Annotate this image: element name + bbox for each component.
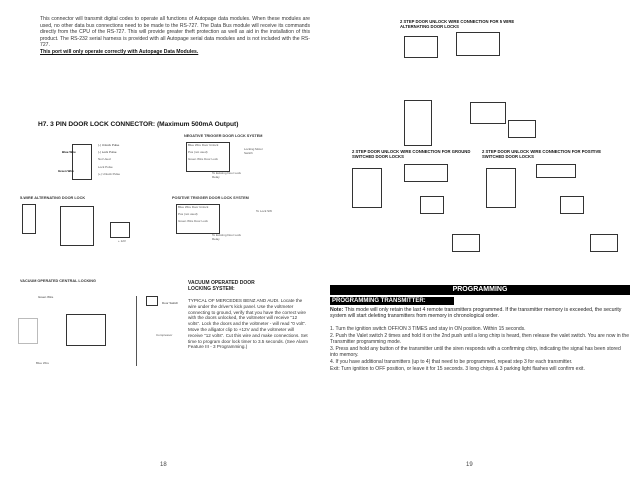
door-switch-label: Door Switch: [162, 301, 179, 305]
step-3: 3. Press and hold any button of the transmitter until the siren responds with a confirming chirp, indicating the signal has been stored into memory.: [330, 345, 621, 359]
step-1: 1. Turn the ignition switch OFF/ON 3 TIMES and stay in ON position. Within 15 seconds.: [330, 326, 526, 332]
lock-pulse2-label: Lock Pulse: [98, 165, 113, 169]
vac-relay-box: [66, 314, 106, 346]
not-used-label: Not Used: [98, 157, 111, 161]
diag1-connector-box: [404, 100, 432, 146]
alt-lock-title: 5-WIRE ALTERNATING DOOR LOCK: [20, 196, 86, 200]
vac-title-line1: VACUUM OPERATED DOOR: [188, 280, 255, 286]
page-number-left: 18: [160, 462, 167, 468]
diag2-relay-box: [404, 164, 448, 182]
lock-pulse-label: (-) Lock Pulse: [98, 150, 117, 154]
diag2-alarm-box: [352, 168, 382, 208]
diag2-motor-box: [420, 196, 444, 214]
pos-used2-label: Pos (not used): [178, 212, 198, 216]
locking-motor-label: Locking Motor Switch: [244, 147, 263, 155]
h7-heading: H7. 3 PIN DOOR LOCK CONNECTOR: (Maximum 500mA Output): [38, 121, 239, 128]
vac-alarm-box: [18, 318, 38, 344]
green-lock2-label: Green Wire Door Lock: [178, 219, 208, 223]
page-number-right: 19: [466, 462, 473, 468]
green-wire-label: Green Wire: [58, 169, 74, 173]
pos-used-label: Pos (not used): [188, 150, 208, 154]
vac-wire-line: [136, 296, 137, 366]
intro-bold-note: This port will only operate correctly with Autopage Data Modules.: [40, 48, 199, 55]
unlock-pulse-label: (-) Unlock Pulse: [98, 143, 120, 147]
alt-motor-box: [22, 204, 36, 234]
to-existing2-label: To Existing Door Lock Relay: [212, 233, 242, 241]
diag3-switch-box: [590, 234, 618, 252]
programming-steps: [330, 326, 630, 373]
programming-header: PROGRAMMING: [330, 285, 630, 295]
to-existing-label: To Existing Door Lock Relay: [212, 171, 242, 179]
green-lock-label: Green Wire Door Lock: [188, 157, 218, 161]
pos-trigger-title: POSITIVE TRIGGER DOOR LOCK SYSTEM: [172, 196, 249, 200]
plus12-label: + 12V: [118, 239, 126, 243]
blue-wire2-label: Blue Wire: [36, 361, 50, 365]
vac-title: [188, 280, 255, 292]
diag1-switch-box: [508, 120, 536, 138]
to-lock-sw-label: To Lock SW: [256, 209, 273, 213]
diag3-relay-box: [536, 164, 576, 178]
diag3-alarm-box: [486, 168, 516, 208]
vac-text: TYPICAL OF MERCEDES BENZ AND AUDI. Locate the wire under the driver's kick panel. Use the voltmeter connecting to ground, verify that you have the correct wire with the doors unlocked, the voltmeter will receive "12 volts". Lock the doors and the voltmeter - will read "0 volt". Move the alligator clip to +12V and the voltmeter will receive "12 volts". Cut this wire and make connections. Set time to program door lock timer to 3.5 seconds. (See Alarm Feature III - 3 Programming.): [188, 298, 308, 350]
blue-unlock2-label: Blue Wire Door Unlock: [178, 205, 209, 209]
unlock-pulse2-label: (+) Unlock Pulse: [98, 172, 121, 176]
vac-left-title: VACUUM OPERATED CENTRAL LOCKING: [20, 279, 96, 283]
note-text: This mode will only retain the last 4 remote transmitters programmed. If the transmitter memory is exceeded, the security system will start deleting transmitters from memory in chronological order.: [330, 307, 622, 320]
diag1-relay-box: [456, 32, 500, 56]
diag1-motor-box: [470, 102, 506, 124]
alt-ground-box: [110, 222, 130, 238]
note-label: Note:: [330, 307, 344, 313]
vac-title-line2: LOCKING SYSTEM:: [188, 286, 235, 292]
diag1-title: 2 STEP DOOR UNLOCK WIRE CONNECTION FOR 5 WIRE ALTERNATING DOOR LOCKS: [400, 19, 515, 29]
intro-text: This connector will transmit digital codes to operate all functions of Autopage data modules. When these modules are used, no other data bus connections need to be made to the RS-727. The Data Bus module will receive its commands directly from the CPU of the RS-727. This will provide greater theft protection as well as aid in the installation of this product. The RS-232 serial harness is provided with all Autopage serial data modules and is not included with the RS-727.: [40, 16, 310, 49]
exit-text: Exit: Turn ignition to OFF position, or leave it for 15 seconds. 3 long chirps & 3 parking light flashes will confirm exit.: [330, 365, 585, 372]
programming-note: [330, 307, 630, 320]
diag2-title: 2 STEP DOOR UNLOCK WIRE CONNECTION FOR GROUND SWITCHED DOOR LOCKS: [352, 149, 471, 159]
diag2-switch-box: [452, 234, 480, 252]
diag1-alarm-box: [404, 36, 438, 58]
neg-trigger-title: NEGATIVE TRIGGER DOOR LOCK SYSTEM: [184, 134, 263, 138]
green-wire2-label: Green Wire: [38, 295, 54, 299]
blue-unlock-label: Blue Wire Door Unlock: [188, 143, 219, 147]
intro-paragraph: [40, 16, 310, 56]
right-page: [320, 0, 640, 494]
step-2: 2. Push the Valet switch 2 times and hold it on the 2nd push until a long chirp is heard, then release the valet switch. You are now in the Transmitter programming mode.: [330, 332, 629, 346]
blue-wire-label: Blue Wire: [62, 150, 76, 154]
step-4: 4. If you have additional transmitters (up to 4) that need to be programmed, repeat step 3 for each transmitter.: [330, 358, 573, 365]
alt-relay-box: [60, 206, 94, 246]
door-switch-box: [146, 296, 158, 306]
compressor-label: Compressor: [156, 333, 173, 337]
programming-transmitter-subheader: PROGRAMMING TRANSMITTER:: [330, 297, 454, 305]
diag3-motor-box: [560, 196, 584, 214]
diag3-title: 2 STEP DOOR UNLOCK WIRE CONNECTION FOR POSITIVE SWITCHED DOOR LOCKS: [482, 149, 602, 159]
